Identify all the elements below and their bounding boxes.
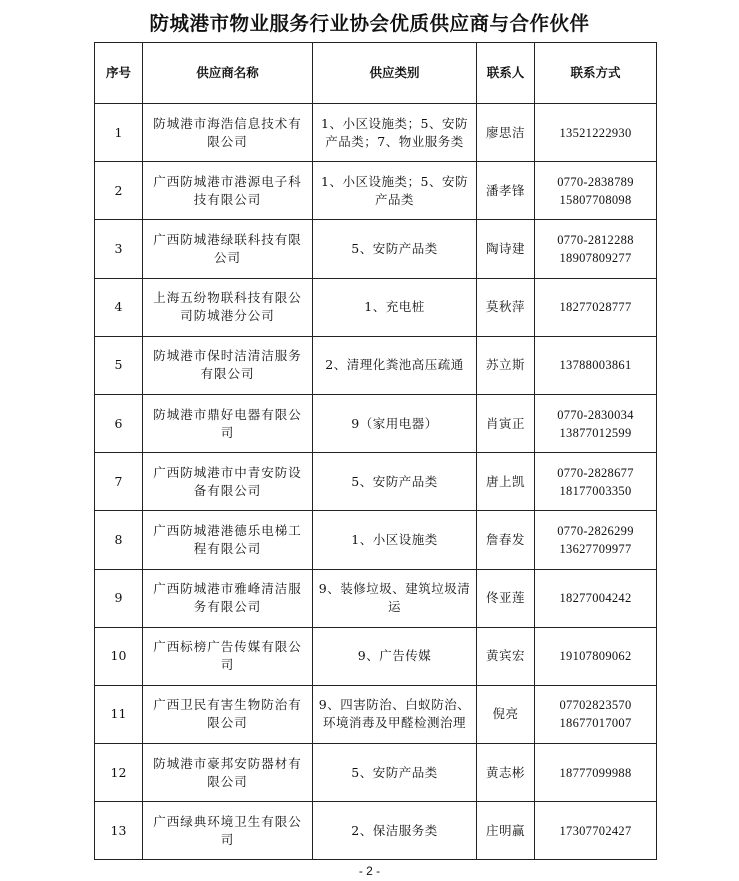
table-row (95, 453, 657, 511)
table-body (95, 104, 657, 860)
supplier-table (94, 42, 657, 860)
contact-person: 廖思洁 (477, 104, 535, 162)
header-contact: 联系人 (477, 43, 535, 104)
supply-category: 9、装修垃圾、建筑垃圾清运 (313, 569, 477, 627)
header-supplier-name: 供应商名称 (143, 43, 313, 104)
row-number: 4 (95, 278, 143, 336)
supplier-name: 防城港市海浩信息技术有限公司 (143, 104, 313, 162)
row-number: 5 (95, 336, 143, 394)
phone-number: 0770-2830034 (557, 407, 634, 422)
row-number: 11 (95, 685, 143, 743)
supplier-name: 广西防城港绿联科技有限公司 (143, 220, 313, 278)
supply-category: 1、小区设施类 (313, 511, 477, 569)
contact-phone-cell (535, 627, 657, 685)
phone-number: 13788003861 (559, 358, 632, 373)
table-header-row (95, 43, 657, 104)
supply-category: 1、小区设施类；5、安防产品类；7、物业服务类 (313, 104, 477, 162)
row-number: 12 (95, 744, 143, 802)
table-row (95, 569, 657, 627)
supply-category: 9、广告传媒 (313, 627, 477, 685)
supplier-name: 广西标榜广告传媒有限公司 (143, 627, 313, 685)
phone-number: 18177003350 (559, 483, 632, 498)
contact-person: 庄明赢 (477, 802, 535, 860)
row-number: 3 (95, 220, 143, 278)
contact-phone-cell (535, 685, 657, 743)
supply-category: 1、小区设施类；5、安防产品类 (313, 162, 477, 220)
contact-phone-cell (535, 744, 657, 802)
table-row (95, 685, 657, 743)
contact-phone-cell (535, 278, 657, 336)
phone-number: 18277004242 (559, 591, 632, 606)
contact-person: 倪亮 (477, 685, 535, 743)
table-row (95, 336, 657, 394)
page-number: - 2 - (358, 864, 381, 878)
phone-number: 18677017007 (559, 716, 632, 731)
table-row (95, 802, 657, 860)
supplier-name: 防城港市豪邦安防器材有限公司 (143, 744, 313, 802)
contact-person: 潘孝锋 (477, 162, 535, 220)
table-row (95, 220, 657, 278)
contact-phone-cell (535, 394, 657, 452)
phone-number: 13521222930 (559, 125, 632, 140)
table-row (95, 511, 657, 569)
supply-category: 5、安防产品类 (313, 220, 477, 278)
supplier-name: 广西卫民有害生物防治有限公司 (143, 685, 313, 743)
supply-category: 5、安防产品类 (313, 744, 477, 802)
row-number: 1 (95, 104, 143, 162)
table-row (95, 394, 657, 452)
phone-number: 15807708098 (559, 192, 632, 207)
contact-person: 肖寅正 (477, 394, 535, 452)
row-number: 2 (95, 162, 143, 220)
contact-person: 佟亚莲 (477, 569, 535, 627)
supply-category: 2、清理化粪池高压疏通 (313, 336, 477, 394)
phone-number: 13877012599 (559, 425, 632, 440)
table-row (95, 278, 657, 336)
row-number: 6 (95, 394, 143, 452)
contact-person: 詹春发 (477, 511, 535, 569)
row-number: 7 (95, 453, 143, 511)
supplier-name: 广西防城港市中青安防设备有限公司 (143, 453, 313, 511)
phone-number: 07702823570 (559, 698, 632, 713)
row-number: 8 (95, 511, 143, 569)
phone-number: 18777099988 (559, 765, 632, 780)
row-number: 13 (95, 802, 143, 860)
phone-number: 18277028777 (559, 300, 632, 315)
supplier-name: 广西防城港港德乐电梯工程有限公司 (143, 511, 313, 569)
contact-phone-cell (535, 802, 657, 860)
contact-phone-cell (535, 569, 657, 627)
row-number: 9 (95, 569, 143, 627)
table-row (95, 162, 657, 220)
document-title: 防城港市物业服务行业协会优质供应商与合作伙伴 (149, 12, 590, 35)
phone-number: 0770-2826299 (557, 523, 634, 538)
phone-number: 13627709977 (559, 541, 632, 556)
phone-number: 17307702427 (559, 823, 632, 838)
supply-category: 9、四害防治、白蚁防治、环境消毒及甲醛检测治理 (313, 685, 477, 743)
table-row (95, 104, 657, 162)
contact-person: 黄志彬 (477, 744, 535, 802)
table-row (95, 744, 657, 802)
contact-person: 苏立斯 (477, 336, 535, 394)
phone-number: 0770-2828677 (557, 465, 634, 480)
supply-category: 1、充电桩 (313, 278, 477, 336)
contact-phone-cell (535, 453, 657, 511)
contact-person: 陶诗建 (477, 220, 535, 278)
supplier-name: 防城港市保时洁清洁服务有限公司 (143, 336, 313, 394)
contact-phone-cell (535, 511, 657, 569)
contact-phone-cell (535, 162, 657, 220)
supplier-name: 上海五纷物联科技有限公司防城港分公司 (143, 278, 313, 336)
row-number: 10 (95, 627, 143, 685)
supply-category: 5、安防产品类 (313, 453, 477, 511)
contact-phone-cell (535, 336, 657, 394)
contact-person: 黄宾宏 (477, 627, 535, 685)
phone-number: 18907809277 (559, 250, 632, 265)
table-row (95, 627, 657, 685)
phone-number: 19107809062 (559, 649, 632, 664)
contact-phone-cell (535, 220, 657, 278)
supplier-name: 广西防城港市港源电子科技有限公司 (143, 162, 313, 220)
contact-person: 唐上凯 (477, 453, 535, 511)
header-no: 序号 (95, 43, 143, 104)
supplier-name: 广西防城港市雅峰清洁服务有限公司 (143, 569, 313, 627)
contact-phone-cell (535, 104, 657, 162)
header-category: 供应类别 (313, 43, 477, 104)
supplier-name: 广西绿典环境卫生有限公司 (143, 802, 313, 860)
header-phone: 联系方式 (535, 43, 657, 104)
phone-number: 0770-2838789 (557, 174, 634, 189)
phone-number: 0770-2812288 (557, 232, 634, 247)
contact-person: 莫秋萍 (477, 278, 535, 336)
supply-category: 9（家用电器） (313, 394, 477, 452)
supply-category: 2、保洁服务类 (313, 802, 477, 860)
supplier-name: 防城港市鼎好电器有限公司 (143, 394, 313, 452)
